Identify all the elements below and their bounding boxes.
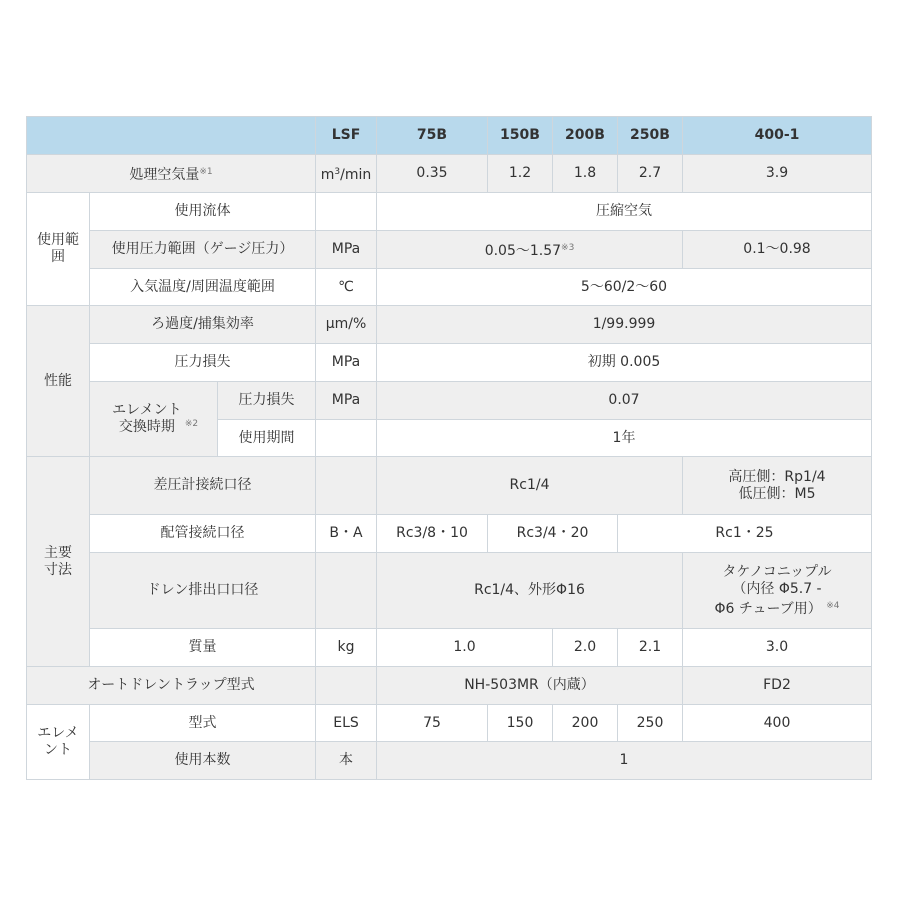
value-cell: 1年 [377,420,872,457]
unit-cell [316,193,377,231]
value-cell: 3.0 [683,629,872,667]
unit-cell: ℃ [316,269,377,306]
unit-cell [316,420,377,457]
table-row [27,155,872,193]
table-row [27,515,872,553]
value-cell: 5〜60/2〜60 [377,269,872,306]
table-row [27,382,872,420]
row-label: 使用圧力範囲（ゲージ圧力） [90,231,316,269]
row-label: 入気温度/周囲温度範囲 [90,269,316,306]
row-label: 質量 [90,629,316,667]
value-cell: 2.0 [553,629,618,667]
table-row [27,193,872,231]
value-cell: Rc3/4・20 [488,515,618,553]
value-cell: Rc1・25 [618,515,872,553]
unit-cell [316,457,377,515]
value-cell: 150 [488,705,553,742]
group-label: 主要寸法 [27,457,90,667]
row-label: 型式 [90,705,316,742]
table-row [27,306,872,344]
header-model: 400-1 [683,117,872,155]
table-row [27,667,872,705]
unit-cell: MPa [316,231,377,269]
table-row [27,457,872,515]
value-cell: 2.7 [618,155,683,193]
value-cell: タケノコニップル （内径 Φ5.7 - Φ6 チューブ用） $^{※4}$ [683,553,872,629]
group-label: 使用範囲 [27,193,90,306]
group-label: 性能 [27,306,90,457]
unit-cell: 本 [316,742,377,780]
row-label: エレメント交換時期 $^{※2}$ [90,382,218,457]
header-model: 200B [553,117,618,155]
row-label: 使用流体 [90,193,316,231]
row-label: ドレン排出口口径 [90,553,316,629]
row-label: 使用本数 [90,742,316,780]
row-label: 使用期間 [218,420,316,457]
value-cell: 200 [553,705,618,742]
value-cell: 0.05〜1.57$^{※3}$ [377,231,683,269]
unit-cell: B・A [316,515,377,553]
value-cell: FD2 [683,667,872,705]
value-cell: 75 [377,705,488,742]
value-cell: 初期 0.005 [377,344,872,382]
unit-cell: MPa [316,382,377,420]
table-row [27,705,872,742]
row-label: 圧力損失 [90,344,316,382]
unit-cell [316,553,377,629]
table-row [27,269,872,306]
row-label: オートドレントラップ型式 [27,667,316,705]
row-label: 処理空気量$^{※1}$ [27,155,316,193]
table-row [27,553,872,629]
value-cell: 0.07 [377,382,872,420]
group-label: エレメント [27,705,90,780]
value-cell: Rc1/4 [377,457,683,515]
row-label: ろ過度/捕集効率 [90,306,316,344]
header-model: 150B [488,117,553,155]
value-cell: 高圧側：Rp1/4 低圧側：M5 [683,457,872,515]
value-cell: 1/99.999 [377,306,872,344]
unit-cell: μm/% [316,306,377,344]
unit-cell: $m^3/\min$ [316,155,377,193]
spec-table [26,116,872,780]
row-label: 圧力損失 [218,382,316,420]
value-cell: 1.0 [377,629,553,667]
unit-cell [316,667,377,705]
value-cell: 1.8 [553,155,618,193]
value-cell: 圧縮空気 [377,193,872,231]
value-cell: 1 [377,742,872,780]
table-row [27,742,872,780]
table-row [27,231,872,269]
value-cell: Rc1/4、外形Φ16 [377,553,683,629]
header-series: LSF [316,117,377,155]
value-cell: 400 [683,705,872,742]
value-cell: 3.9 [683,155,872,193]
value-cell: Rc3/8・10 [377,515,488,553]
table-row [27,629,872,667]
header-blank [27,117,316,155]
unit-cell: ELS [316,705,377,742]
row-label: 差圧計接続口径 [90,457,316,515]
table-row [27,344,872,382]
value-cell: NH-503MR（内蔵） [377,667,683,705]
value-cell: 2.1 [618,629,683,667]
row-label: 配管接続口径 [90,515,316,553]
value-cell: 1.2 [488,155,553,193]
header-row [27,117,872,155]
value-cell: 250 [618,705,683,742]
value-cell: 0.35 [377,155,488,193]
unit-cell: MPa [316,344,377,382]
header-model: 75B [377,117,488,155]
unit-cell: kg [316,629,377,667]
value-cell: 0.1〜0.98 [683,231,872,269]
header-model: 250B [618,117,683,155]
